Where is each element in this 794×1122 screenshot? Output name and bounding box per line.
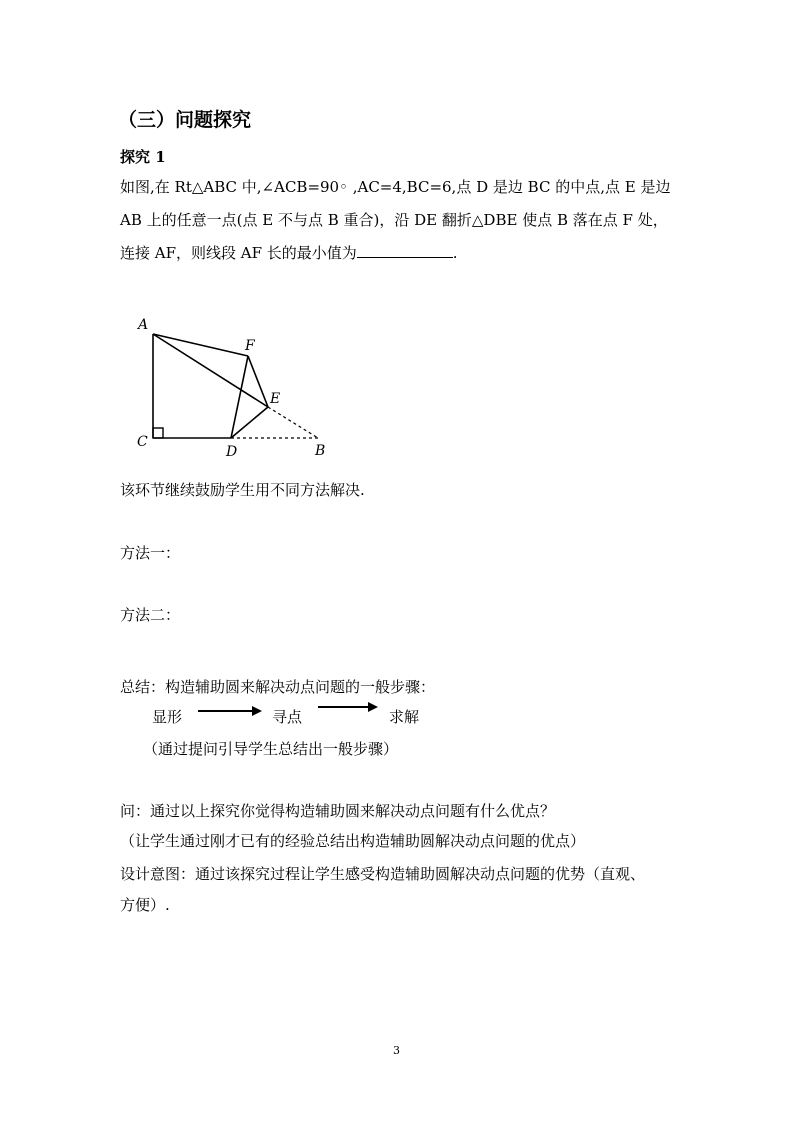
summary-title: 总结：构造辅助圆来解决动点问题的一般步骤：: [120, 678, 436, 696]
after-figure-text: 该环节继续鼓励学生用不同方法解决.: [120, 481, 365, 499]
design-intent-line-2: 方便）.: [120, 896, 170, 914]
segment-af: [153, 334, 248, 356]
problem-line-3-end: .: [452, 244, 458, 262]
label-d: D: [226, 444, 238, 460]
problem-line-1: 如图,在 Rt△ABC 中,∠ACB=90◦ ,AC=4,BC=6,点 D 是边 BC 的中点,点 E 是边: [120, 178, 671, 196]
label-a: A: [138, 317, 149, 333]
question: 问：通过以上探究你觉得构造辅助圆来解决动点问题有什么优点？: [120, 802, 556, 820]
geometry-figure: [0, 0, 794, 470]
right-angle-mark: [153, 428, 163, 438]
method-2: 方法二：: [120, 606, 181, 624]
design-intent-line-1: 设计意图：通过该探究过程让学生感受构造辅助圆解决动点问题的优势（直观、: [120, 865, 646, 883]
problem-line-2: AB 上的任意一点(点 E 不与点 B 重合)，沿 DE 翻折△DBE 使点 B 落在点 F 处，: [120, 211, 668, 229]
method-1: 方法一：: [120, 544, 181, 562]
arrow-right-icon: [198, 704, 264, 718]
arrow-right-icon: [318, 700, 380, 714]
label-b: B: [315, 443, 326, 459]
problem-line-3-text: 连接 AF，则线段 AF 长的最小值为: [120, 244, 357, 262]
step-1: 显形: [152, 708, 183, 726]
label-e: E: [270, 391, 281, 407]
summary-note: （通过提问引导学生总结出一般步骤）: [143, 740, 399, 758]
question-note: （让学生通过刚才已有的经验总结出构造辅助圆解决动点问题的优点）: [120, 832, 586, 850]
step-3: 求解: [389, 708, 420, 726]
segment-eb-dashed: [268, 407, 318, 438]
page-number: 3: [393, 1044, 400, 1057]
section-title: （三）问题探究: [118, 109, 252, 131]
segment-fe: [248, 356, 268, 407]
exploration-heading: 探究 1: [120, 148, 166, 166]
label-c: C: [137, 434, 148, 450]
label-f: F: [245, 338, 255, 354]
step-2: 寻点: [272, 708, 303, 726]
